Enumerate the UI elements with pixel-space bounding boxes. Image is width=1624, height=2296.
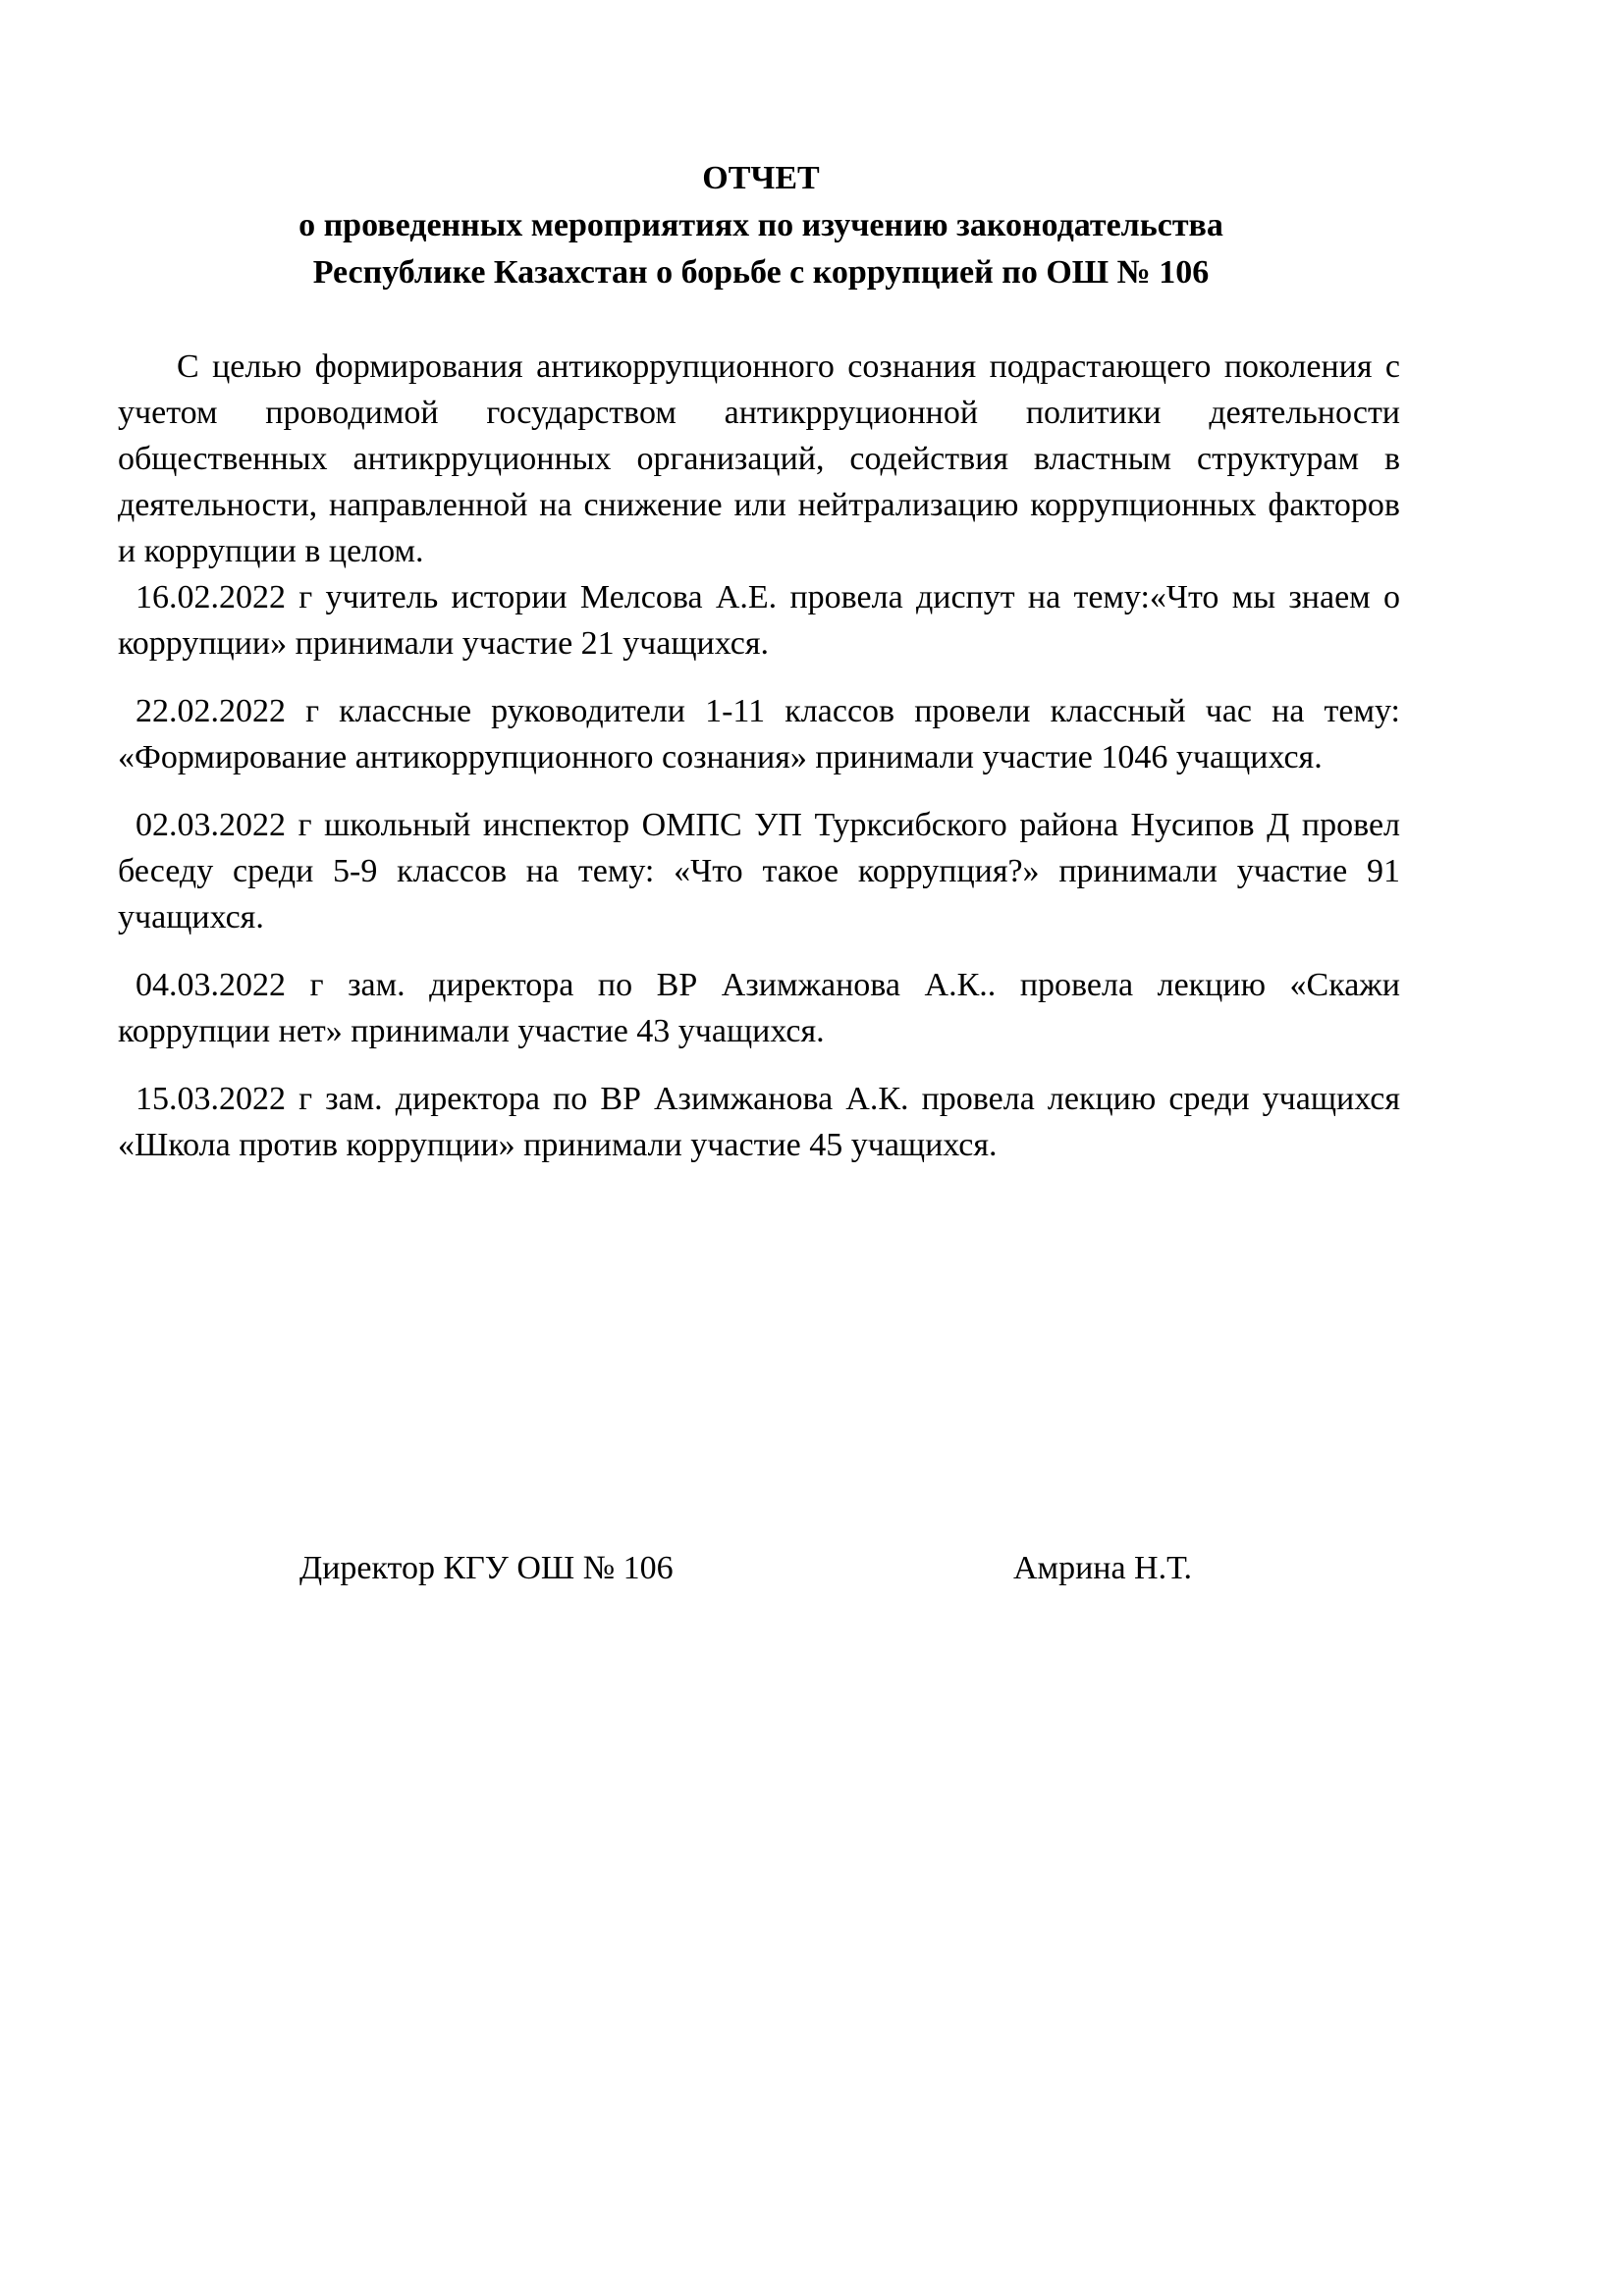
signatory-name: Амрина Н.Т. bbox=[1013, 1550, 1192, 1586]
report-subtitle-line-1: о проведенных мероприятиях по изучению законодательства bbox=[298, 207, 1223, 243]
event-paragraph-3: 02.03.2022 г школьный инспектор ОМПС УП Турксибского района Нусипов Д провел беседу среди 5-9 классов на тему: «Что такое коррупция?» принимали участие 91 учащихся. bbox=[118, 807, 1400, 935]
event-paragraph-4: 04.03.2022 г зам. директора по ВР Азимжанова А.К.. провела лекцию «Скажи коррупции нет» принимали участие 43 учащихся. bbox=[118, 967, 1400, 1049]
intro-paragraph: С целью формирования антикоррупционного сознания подрастающего поколения с учетом проводимой государством антикрруционной политики деятельности общественных антикрруционных организаций, содействия властным структурам в деятельности, направленной на снижение или нейтрализацию коррупционных факторов и коррупции в целом. bbox=[118, 348, 1400, 569]
report-header bbox=[118, 155, 1404, 296]
report-body bbox=[118, 344, 1400, 1168]
event-paragraph-2: 22.02.2022 г классные руководители 1-11 классов провели классный час на тему: «Формирование антикоррупционного сознания» принимали участие 1046 учащихся. bbox=[118, 693, 1400, 775]
report-title: ОТЧЕТ bbox=[702, 160, 820, 196]
signatory-position: Директор КГУ ОШ № 106 bbox=[299, 1550, 674, 1586]
report-subtitle-line-2: Республике Казахстан о борьбе с коррупцией по ОШ № 106 bbox=[312, 254, 1210, 291]
event-paragraph-5: 15.03.2022 г зам. директора по ВР Азимжанова А.К. провела лекцию среди учащихся «Школа против коррупции» принимали участие 45 учащихся. bbox=[118, 1081, 1400, 1163]
event-paragraph-1: 16.02.2022 г учитель истории Мелсова А.Е. провела диспут на тему:«Что мы знаем о коррупции» принимали участие 21 учащихся. bbox=[118, 579, 1400, 662]
